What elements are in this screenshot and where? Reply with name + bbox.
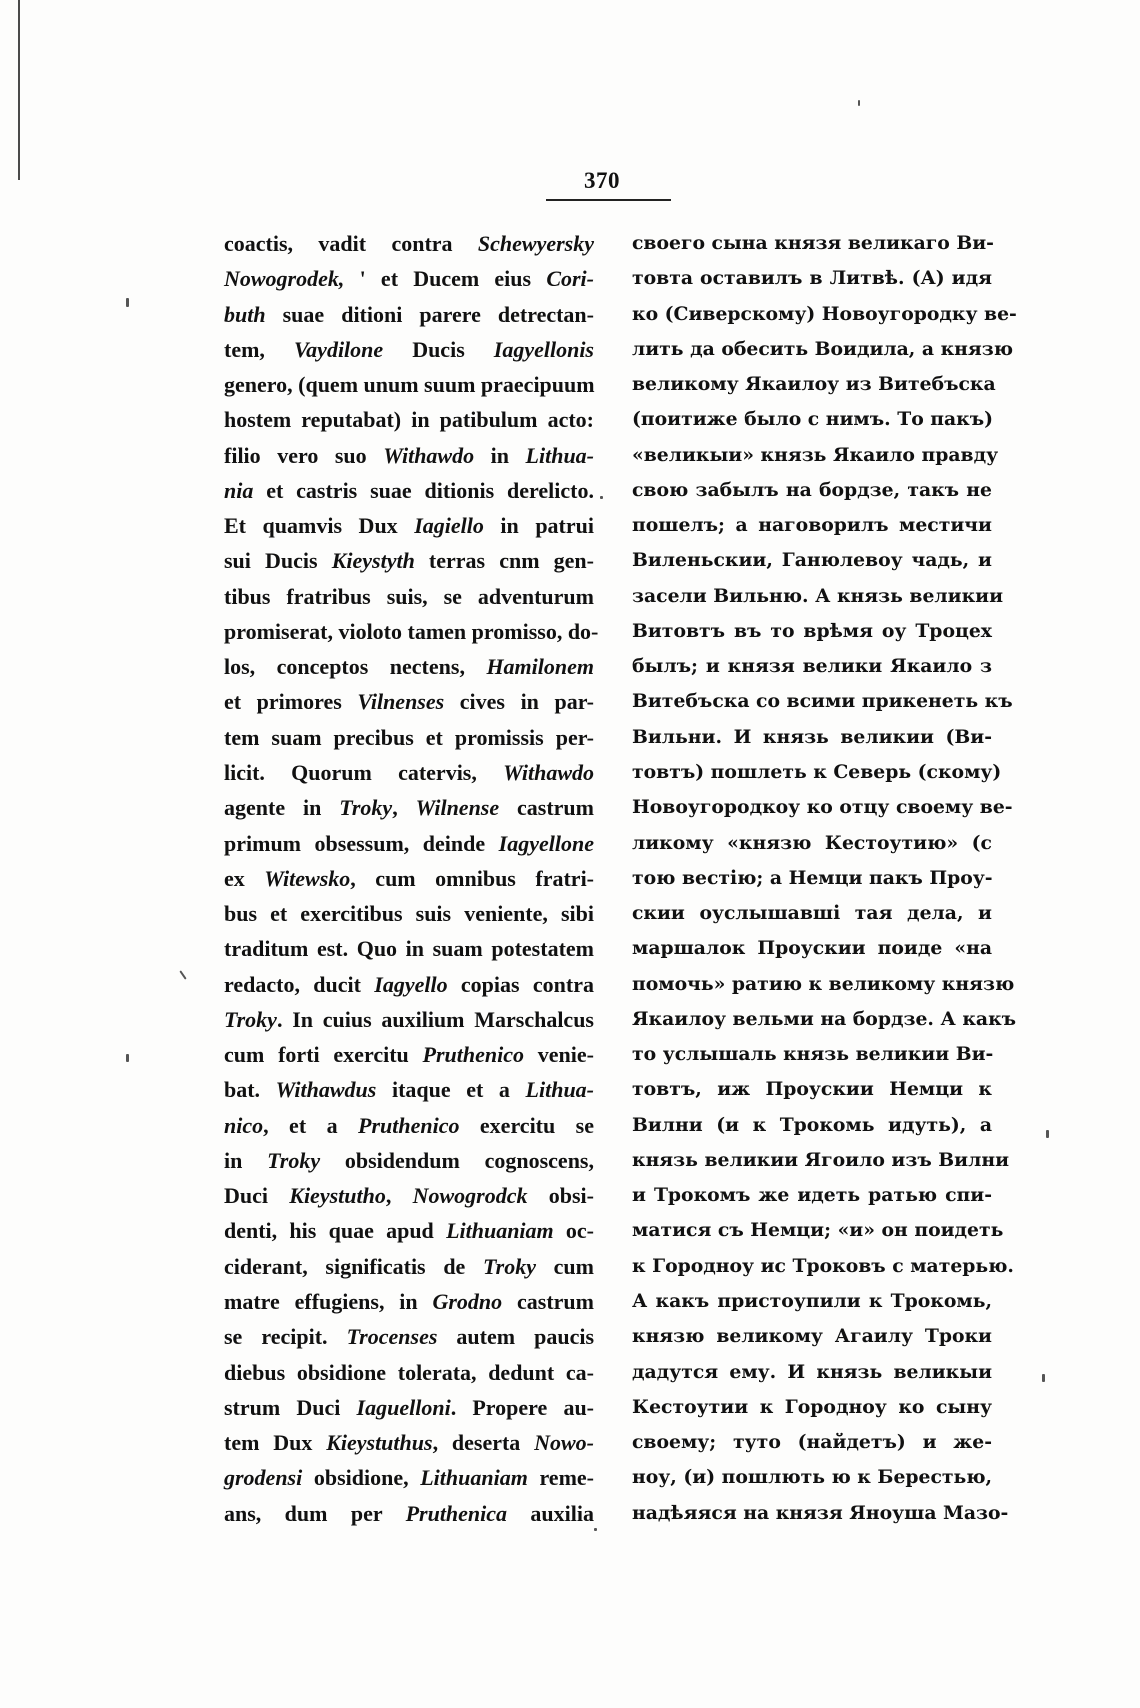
scan-speck bbox=[600, 496, 603, 499]
text-line bbox=[224, 1496, 594, 1531]
text-line bbox=[224, 720, 594, 755]
text-run: тою вестію; а Немци пакъ Проу- bbox=[632, 866, 993, 889]
text-run: былъ; и князя велики Якаило з bbox=[632, 655, 992, 678]
text-line bbox=[632, 438, 999, 473]
text-run: strum Duci bbox=[224, 1394, 357, 1420]
text-run: et castris suae ditionis derelicto. bbox=[253, 477, 594, 503]
text-run: товтъ) пошлеть к Северь (скому) bbox=[632, 760, 1002, 783]
text-line bbox=[632, 579, 1004, 614]
italic-name: Witewsko bbox=[264, 865, 351, 891]
text-run: tem, bbox=[224, 336, 294, 362]
text-line bbox=[224, 1037, 594, 1072]
text-run: надѣяяся на князя Янoуша Мазо- bbox=[632, 1501, 1009, 1524]
italic-name: Lithuaniam bbox=[446, 1218, 554, 1244]
italic-name: Withawdus bbox=[275, 1077, 377, 1103]
text-line bbox=[224, 261, 594, 296]
text-line bbox=[632, 1460, 992, 1495]
italic-name: Lithuaniam bbox=[420, 1465, 528, 1491]
scan-speck bbox=[594, 1528, 597, 1531]
text-line bbox=[224, 402, 594, 437]
text-line bbox=[224, 649, 594, 684]
italic-name: Nowo- bbox=[534, 1430, 595, 1456]
text-run: bus et exercitibus suis veniente, sibi bbox=[224, 901, 594, 927]
italic-name: Withawdo bbox=[383, 442, 475, 468]
scan-edge-line bbox=[18, 0, 20, 180]
text-run: князь великии Ягоило изъ Вилни bbox=[632, 1148, 1010, 1171]
text-line bbox=[224, 1284, 594, 1319]
italic-name: grodensi bbox=[224, 1465, 303, 1491]
text-run: свою забылъ на бордзе, такъ не bbox=[632, 478, 992, 501]
text-run: obsi- bbox=[527, 1183, 594, 1209]
italic-name: Iagyellone bbox=[498, 830, 594, 856]
text-run: se recipit. bbox=[224, 1324, 347, 1350]
text-run: hostem reputabat) in patibulum acto: bbox=[224, 407, 594, 433]
text-run: своего сына князя великаго Ви- bbox=[632, 232, 994, 254]
text-run: товтъ, иж Проускии Немци к bbox=[632, 1078, 992, 1101]
text-run: . Propere au- bbox=[450, 1394, 595, 1420]
text-line bbox=[632, 473, 992, 508]
text-line bbox=[224, 1178, 594, 1213]
italic-name: Pruthenica bbox=[405, 1500, 508, 1526]
text-run: , bbox=[392, 795, 416, 821]
italic-name: Kieystutho bbox=[289, 1183, 386, 1209]
text-run: itaque et a bbox=[376, 1077, 526, 1103]
text-line bbox=[632, 1284, 992, 1319]
text-line bbox=[224, 332, 594, 367]
text-line bbox=[632, 1037, 992, 1072]
text-run: дадутся ему. И князь великыи bbox=[632, 1360, 992, 1383]
text-run: exercitu se bbox=[459, 1112, 595, 1138]
text-line bbox=[224, 438, 594, 473]
text-line bbox=[224, 1072, 594, 1107]
text-line bbox=[224, 1002, 594, 1037]
text-run: filio vero suo bbox=[224, 442, 384, 468]
text-line bbox=[224, 1460, 594, 1495]
text-line bbox=[632, 755, 1002, 790]
italic-name: Lithua- bbox=[525, 442, 595, 468]
text-run: товта оставилъ в Литвѣ. (А) идя bbox=[632, 267, 992, 290]
text-run: tibus fratribus suis, se adventurum bbox=[224, 583, 594, 609]
italic-name: Nowogrodck bbox=[412, 1183, 528, 1209]
italic-name: buth bbox=[224, 301, 266, 327]
text-run: castrum bbox=[499, 795, 594, 821]
text-line bbox=[224, 826, 594, 861]
text-run: , cum omnibus fratri- bbox=[350, 865, 595, 891]
text-line bbox=[632, 649, 992, 684]
scan-speck bbox=[126, 1054, 129, 1062]
italic-name: Iaguelloni bbox=[356, 1394, 451, 1420]
text-run: Якаилоу вельми на бордзе. А какъ bbox=[632, 1007, 1017, 1030]
text-run: licit. Quorum catervis, bbox=[224, 759, 504, 785]
text-run: ans, dum per bbox=[224, 1500, 406, 1526]
text-line bbox=[632, 1319, 992, 1354]
text-run: к Городноу ис Троковъ с матерью. bbox=[632, 1254, 1014, 1277]
scan-speck bbox=[1042, 1374, 1045, 1382]
italic-name: Pruthenico bbox=[358, 1112, 460, 1138]
italic-name: Trocenses bbox=[346, 1324, 438, 1350]
text-line bbox=[632, 543, 992, 578]
text-run: . In cuius auxilium Marschalcus bbox=[276, 1006, 594, 1032]
text-line bbox=[224, 1425, 594, 1460]
text-line bbox=[632, 1143, 1010, 1178]
text-run: bat. bbox=[224, 1077, 276, 1103]
scan-speck bbox=[126, 298, 129, 307]
text-run: matre effugiens, in bbox=[224, 1288, 433, 1314]
text-line bbox=[632, 896, 992, 931]
text-run: reme- bbox=[527, 1465, 594, 1491]
text-line bbox=[632, 508, 992, 543]
italic-name: Troky bbox=[267, 1147, 321, 1173]
text-line bbox=[224, 755, 594, 790]
text-run: ко (Сиверскому) Новоугородку ве- bbox=[632, 302, 1017, 325]
text-run: ноу, (и) пошлють ю к Берестью, bbox=[632, 1466, 993, 1489]
text-line bbox=[224, 1108, 594, 1143]
text-run: , deserta bbox=[432, 1430, 535, 1456]
text-line bbox=[224, 1319, 594, 1354]
text-line bbox=[632, 332, 1014, 367]
text-run: Витовтъ въ то врѣмя оу Троцех bbox=[632, 619, 992, 642]
text-run: genero, (quem unum suum praecipuum bbox=[224, 372, 595, 398]
text-line bbox=[632, 1002, 1017, 1037]
text-line bbox=[224, 614, 599, 649]
text-line bbox=[224, 226, 594, 261]
text-run: traditum est. Quo in suam potestatem bbox=[224, 936, 594, 962]
text-run: ex bbox=[224, 865, 265, 891]
text-run: suae ditioni parere detrectan- bbox=[265, 301, 594, 327]
text-line bbox=[632, 684, 1013, 719]
text-line bbox=[224, 367, 594, 402]
italic-name: Grodno bbox=[432, 1288, 503, 1314]
text-run: venie- bbox=[524, 1042, 594, 1068]
text-line bbox=[632, 1355, 992, 1390]
text-run: и Трокомъ же идеть ратью спи- bbox=[632, 1184, 992, 1207]
text-run: tem suam precibus et promissis per- bbox=[224, 724, 594, 750]
text-line bbox=[632, 861, 992, 896]
italic-name: nia bbox=[224, 477, 254, 503]
italic-name: Schewyersky bbox=[477, 231, 594, 256]
text-run: , bbox=[385, 1183, 413, 1209]
scan-speck bbox=[1046, 1130, 1049, 1138]
italic-name: Nowogrodek, bbox=[224, 266, 345, 292]
text-line bbox=[224, 579, 594, 614]
italic-name: Iagyello bbox=[374, 971, 448, 997]
text-line bbox=[632, 297, 1017, 332]
text-run: Et quamvis Dux bbox=[224, 513, 415, 539]
text-run: Ducis bbox=[383, 336, 494, 362]
italic-name: Wilnense bbox=[415, 795, 500, 821]
italic-name: Iagiello bbox=[414, 513, 484, 539]
text-run: promiserat, violoto tamen promisso, do- bbox=[224, 618, 599, 644]
italic-name: Troky bbox=[339, 795, 393, 821]
text-line bbox=[632, 1496, 1009, 1531]
text-line bbox=[224, 1213, 594, 1248]
italic-name: Vilnenses bbox=[357, 689, 445, 715]
italic-name: Lithua- bbox=[525, 1077, 595, 1103]
text-line bbox=[632, 1072, 992, 1107]
text-line bbox=[632, 367, 996, 402]
text-run: autem paucis bbox=[437, 1324, 595, 1350]
scan-speck bbox=[858, 100, 860, 106]
text-run: (поитиже было с нимъ. То пакъ) bbox=[632, 408, 994, 431]
text-run: cum bbox=[535, 1253, 594, 1279]
text-run: redacto, ducit bbox=[224, 971, 375, 997]
text-run: Витебъска со всими прикенеть къ bbox=[632, 690, 1013, 713]
text-line bbox=[224, 473, 594, 508]
text-run: obsidendum cognoscens, bbox=[320, 1147, 594, 1173]
text-run: Вилни (и к Трокомь идуть), а bbox=[632, 1113, 992, 1136]
text-run: А какъ пристоупили к Трокомь, bbox=[632, 1289, 992, 1312]
text-line bbox=[224, 508, 594, 543]
text-run: помочь» ратию к великому князю bbox=[632, 972, 1015, 995]
text-run: et primores bbox=[224, 689, 358, 715]
text-run: ' et Ducem eius bbox=[344, 266, 547, 292]
text-run: ликому «князю Кестоутию» (с bbox=[632, 831, 992, 854]
text-run: auxilia bbox=[507, 1500, 594, 1526]
text-line bbox=[224, 861, 594, 896]
text-run: засели Вильню. А князь великии bbox=[632, 584, 1004, 607]
text-line bbox=[632, 1108, 992, 1143]
text-run: cives in par- bbox=[444, 689, 594, 715]
text-line bbox=[632, 931, 992, 966]
scan-speck bbox=[179, 970, 186, 979]
text-line bbox=[632, 261, 992, 296]
text-run: , et a bbox=[263, 1112, 359, 1138]
italic-name: Withawdo bbox=[503, 759, 594, 785]
text-run: Вильни. И князь великии (Ви- bbox=[632, 725, 992, 748]
text-run: своему; туто (найдетъ) и же- bbox=[632, 1431, 992, 1454]
text-run: великому Якаилоу из Витебъска bbox=[632, 373, 996, 396]
italic-name: Iagyellonis bbox=[493, 336, 594, 362]
text-run: agente in bbox=[224, 795, 340, 821]
italic-name: Troky bbox=[224, 1006, 277, 1032]
text-run: матися съ Немци; «и» он поидеть bbox=[632, 1219, 1004, 1242]
text-line bbox=[224, 790, 594, 825]
text-run: лить да обесить Воидила, а князю bbox=[632, 337, 1014, 360]
text-run: diebus obsidione tolerata, dedunt ca- bbox=[224, 1359, 594, 1385]
italic-name: Cori- bbox=[546, 266, 594, 292]
text-line bbox=[632, 967, 1015, 1002]
italic-name: Troky bbox=[483, 1253, 536, 1279]
text-run: sui Ducis bbox=[224, 548, 332, 574]
latin-text-column bbox=[224, 226, 599, 1531]
text-line bbox=[632, 790, 1013, 825]
text-run: tem Dux bbox=[224, 1430, 327, 1456]
text-run: primum obsessum, deinde bbox=[224, 830, 499, 856]
italic-name: Hamilonem bbox=[486, 654, 594, 680]
text-line bbox=[632, 1213, 1004, 1248]
text-line bbox=[632, 826, 992, 861]
text-run: Duci bbox=[224, 1183, 290, 1209]
italic-name: Kieystyth bbox=[331, 548, 415, 574]
text-line bbox=[632, 614, 992, 649]
text-line bbox=[632, 226, 992, 261]
text-line bbox=[224, 1249, 594, 1284]
text-run: castrum bbox=[502, 1288, 594, 1314]
text-run: пошелъ; а наговорилъ местичи bbox=[632, 514, 992, 537]
text-run: oc- bbox=[553, 1218, 595, 1244]
text-run: coactis, vadit contra bbox=[224, 231, 478, 256]
text-run: terras cnm gen- bbox=[414, 548, 594, 574]
text-run: denti, his quae apud bbox=[224, 1218, 447, 1244]
text-run: obsidione, bbox=[302, 1465, 421, 1491]
text-line bbox=[224, 543, 594, 578]
text-run: in bbox=[474, 442, 526, 468]
italic-name: Vaydilone bbox=[293, 336, 384, 362]
text-line bbox=[632, 1178, 992, 1213]
text-run: Виленьскии, Ганюлевоу чадь, и bbox=[632, 549, 992, 572]
text-line bbox=[224, 1355, 594, 1390]
text-line bbox=[224, 931, 594, 966]
text-run: то услышаль князь великии Ви- bbox=[632, 1043, 994, 1066]
text-line bbox=[224, 684, 594, 719]
text-run: ciderant, significatis de bbox=[224, 1253, 484, 1279]
text-run: «великыи» князь Якаило правду bbox=[632, 443, 999, 466]
text-run: князю великому Агаилу Троки bbox=[632, 1325, 992, 1348]
text-line bbox=[632, 1390, 992, 1425]
page-number-rule bbox=[546, 199, 671, 201]
text-run: Кестоутии к Городноу ко сыну bbox=[632, 1395, 992, 1418]
text-run: copias contra bbox=[447, 971, 594, 997]
text-run: in bbox=[224, 1147, 268, 1173]
text-line bbox=[224, 1390, 594, 1425]
text-line bbox=[632, 1425, 992, 1460]
text-line bbox=[224, 297, 594, 332]
old-russian-text-column bbox=[632, 226, 1017, 1531]
italic-name: nico bbox=[224, 1112, 264, 1138]
text-line bbox=[632, 720, 992, 755]
text-line bbox=[224, 896, 594, 931]
italic-name: Kieystuthus bbox=[326, 1430, 433, 1456]
text-line bbox=[632, 1249, 1014, 1284]
text-run: los, conceptos nectens, bbox=[224, 654, 487, 680]
text-line bbox=[632, 402, 992, 437]
text-run: Новоугородкоу ко отцу своему ве- bbox=[632, 796, 1013, 819]
italic-name: Pruthenico bbox=[422, 1042, 525, 1068]
text-line bbox=[224, 967, 594, 1002]
text-run: маршалок Проускии поиде «на bbox=[632, 937, 992, 960]
text-run: cum forti exercitu bbox=[224, 1042, 423, 1068]
text-line bbox=[224, 1143, 594, 1178]
text-run: скии оуслышавші тая дела, и bbox=[632, 902, 992, 925]
text-run: in patrui bbox=[483, 513, 594, 539]
page-number: 370 bbox=[584, 168, 620, 193]
